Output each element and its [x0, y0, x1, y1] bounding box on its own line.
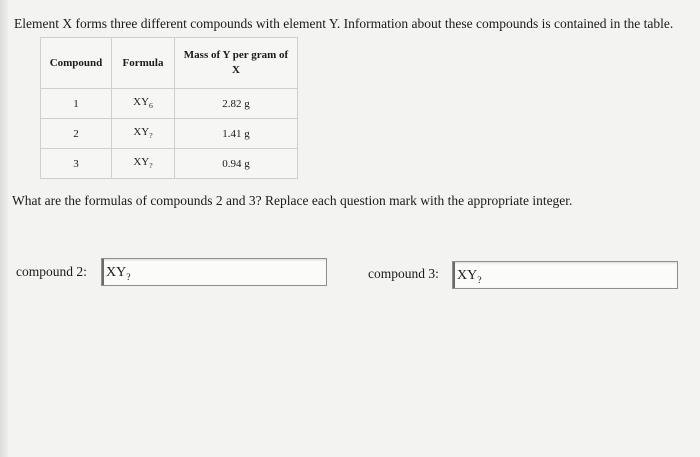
compound-3-label: compound 3:	[368, 266, 439, 281]
formula-subscript: 6	[149, 101, 153, 111]
answer-subscript: ?	[126, 271, 131, 283]
formula-base: XY	[133, 96, 150, 109]
left-sidebar-edge	[0, 0, 8, 457]
compound-3-answer-input[interactable]	[452, 261, 678, 289]
cell-compound: 3	[41, 149, 112, 179]
table-header-row	[41, 38, 298, 89]
cell-formula	[112, 149, 175, 179]
answer-base: XY	[106, 265, 127, 280]
answer-base: XY	[457, 268, 478, 283]
answer-subscript: ?	[477, 274, 482, 286]
formula-base: XY	[133, 126, 150, 139]
question-text: Element X forms three different compounds with element Y. Information about these compounds is contained in the table.	[14, 16, 674, 31]
cell-compound: 1	[41, 89, 112, 119]
cell-compound: 2	[41, 119, 112, 149]
table-row	[41, 149, 298, 179]
header-mass: Mass of Y per gram of X	[175, 38, 298, 89]
formula-subscript: ?	[149, 161, 153, 171]
cell-mass: 0.94 g	[175, 149, 298, 179]
compound-2-label: compound 2:	[16, 264, 87, 279]
input-focus-edge	[102, 259, 104, 285]
prompt-text: What are the formulas of compounds 2 and 3? Replace each question mark with the appropriate integer.	[12, 193, 573, 208]
cell-mass: 2.82 g	[175, 89, 298, 119]
cell-formula	[112, 119, 175, 149]
formula-base: XY	[133, 156, 150, 169]
table-row	[41, 119, 298, 149]
table-row	[41, 89, 298, 119]
formula-subscript: ?	[149, 131, 153, 141]
cell-formula	[112, 89, 175, 119]
header-compound: Compound	[41, 38, 112, 89]
compound-2-answer-input[interactable]	[101, 258, 327, 286]
cell-mass: 1.41 g	[175, 119, 298, 149]
header-formula: Formula	[112, 38, 175, 89]
compound-info-table	[40, 37, 298, 179]
input-focus-edge	[453, 262, 455, 288]
